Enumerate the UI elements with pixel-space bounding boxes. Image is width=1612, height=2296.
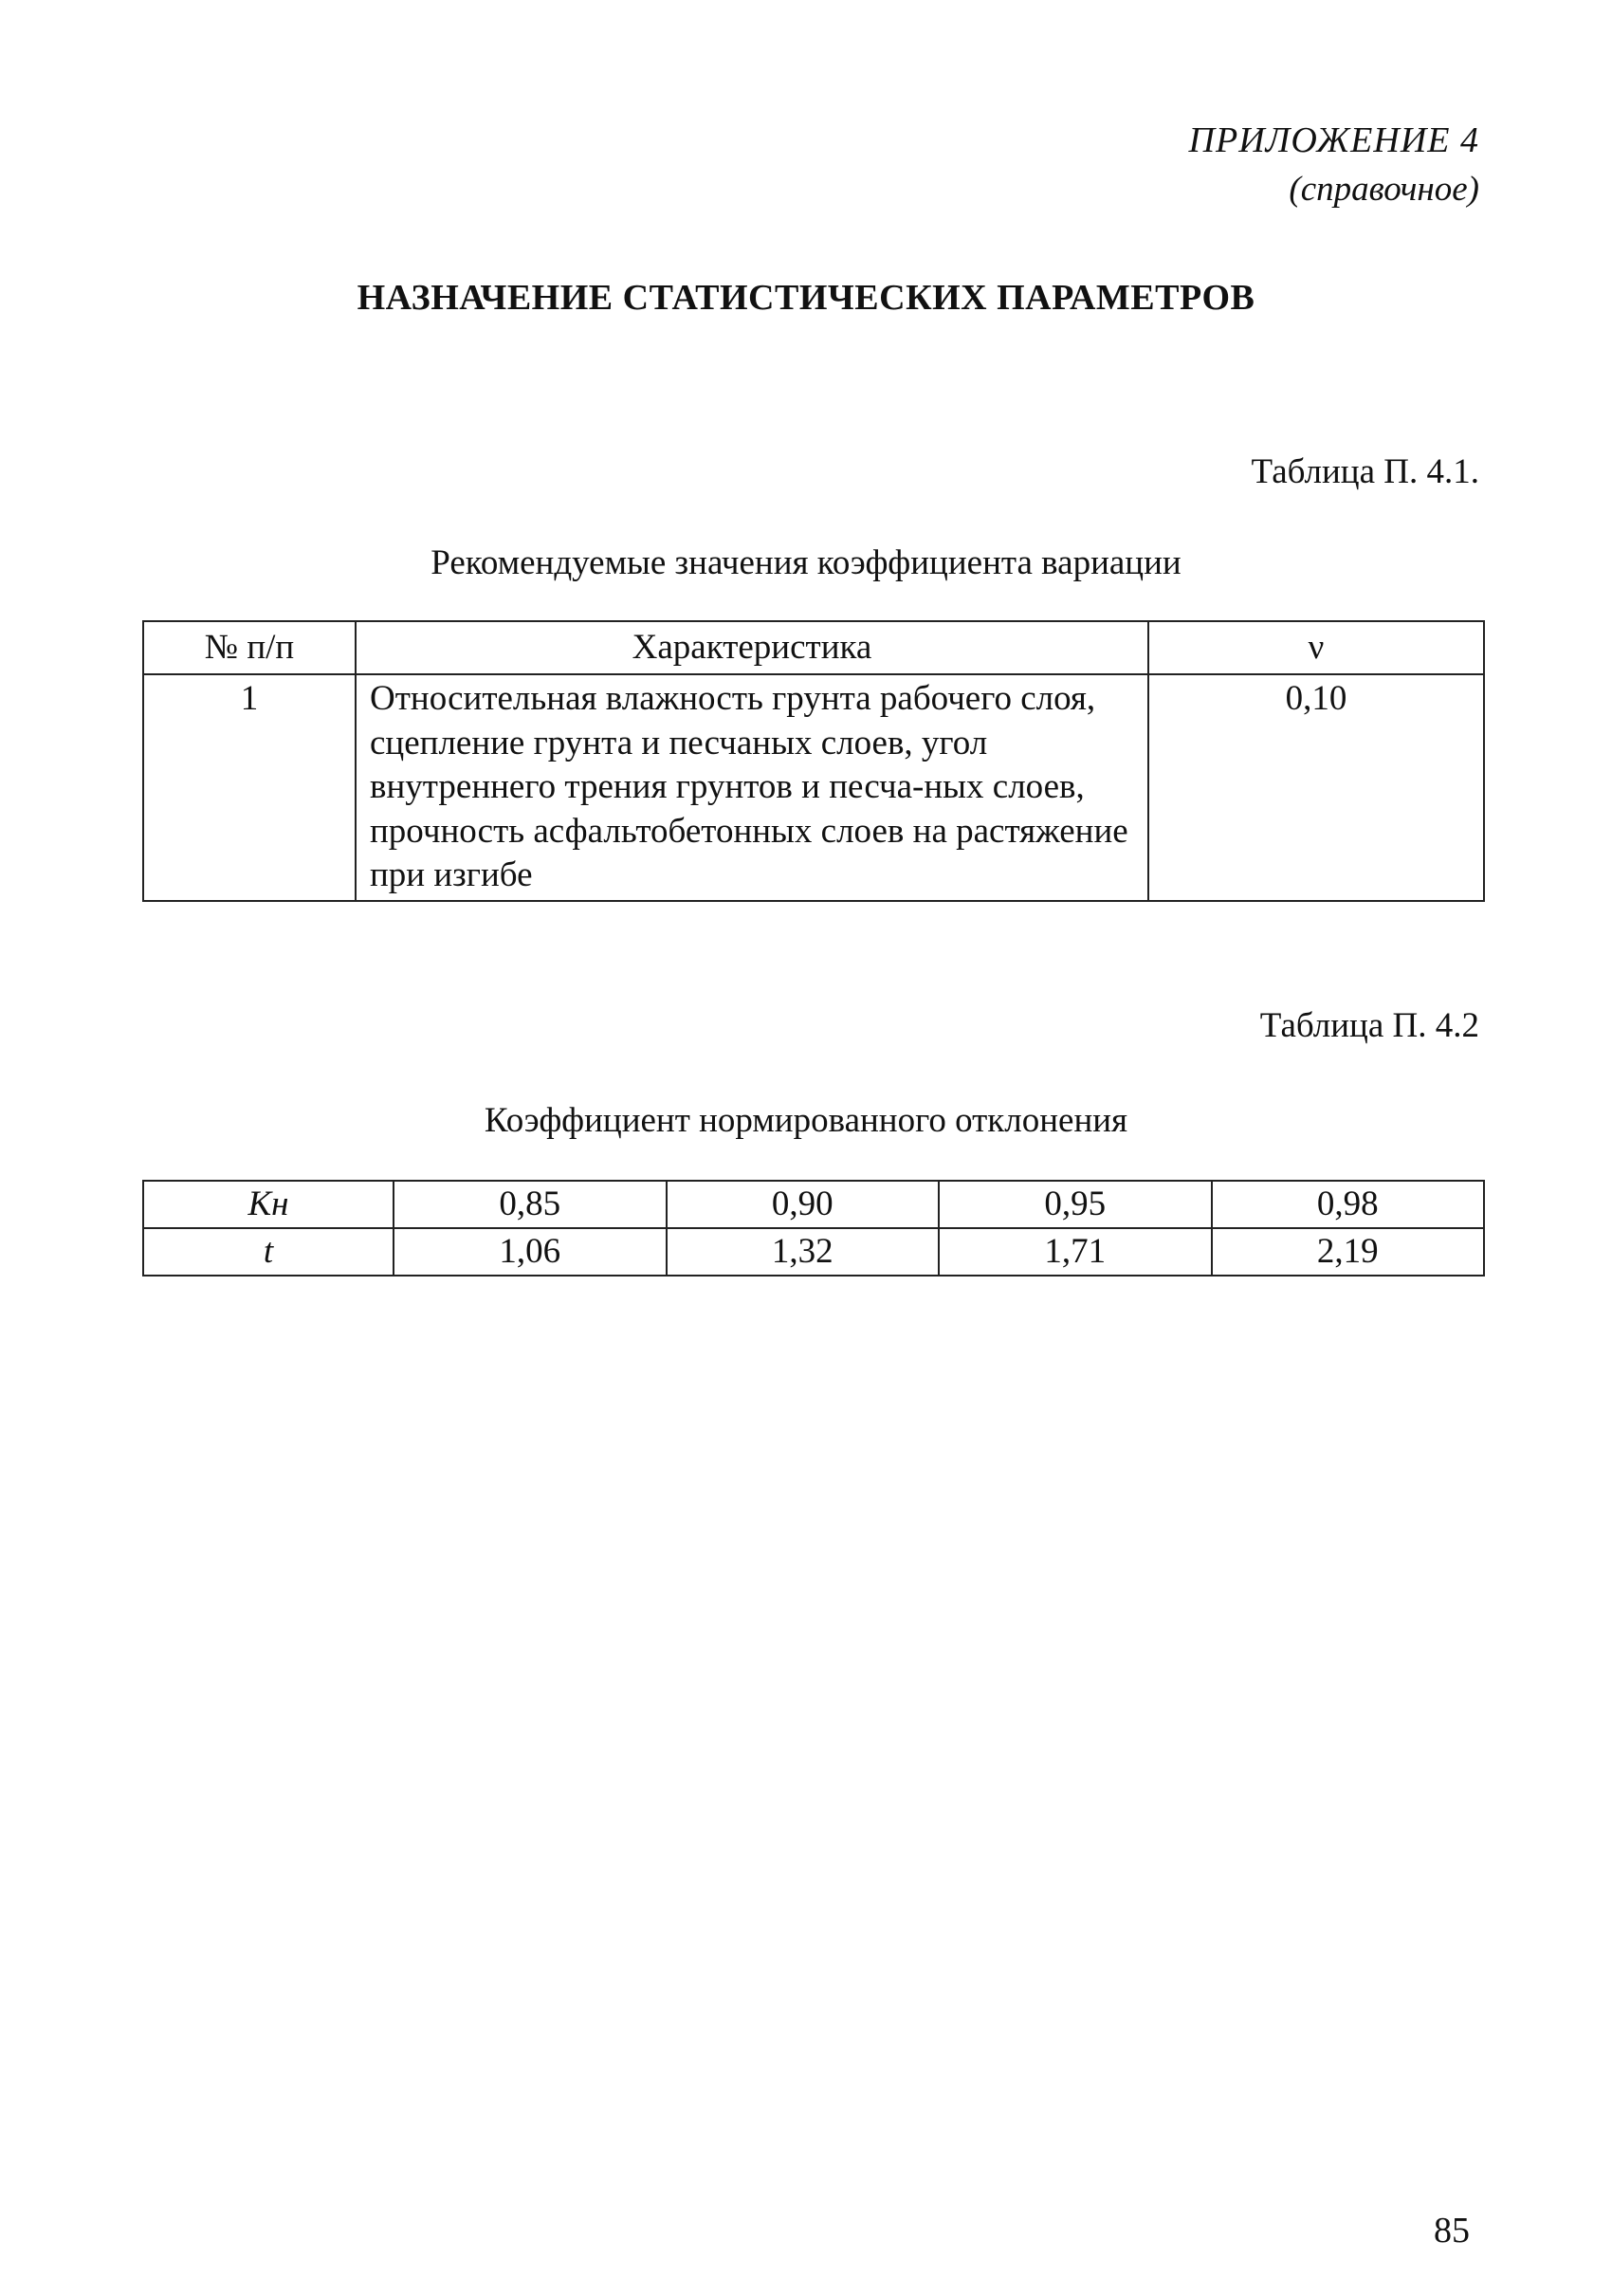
row-label-t: t (143, 1228, 394, 1276)
table-row (143, 1181, 1484, 1228)
table-row (143, 674, 1484, 901)
table-cell: 2,19 (1212, 1228, 1485, 1276)
characteristic-cell: Относительная влажность грунта рабочего слоя, сцепление грунта и песчаных слоев, угол внутреннего трения грунтов и песча-ных слоев, прочность асфальтобетонных слоев на растяжение при изгибе (356, 674, 1148, 901)
table-cell: 0,98 (1212, 1181, 1485, 1228)
column-header-number: № п/п (143, 621, 356, 674)
appendix-title: ПРИЛОЖЕНИЕ 4 (1188, 120, 1479, 160)
table-cell: 1,06 (394, 1228, 667, 1276)
table-header-row (143, 621, 1484, 674)
table-cell: 1,32 (667, 1228, 940, 1276)
column-header-v: ν (1148, 621, 1484, 674)
table-row (143, 1228, 1484, 1276)
table-cell: 0,85 (394, 1181, 667, 1228)
row-number-cell: 1 (143, 674, 356, 901)
table-cell: 0,95 (939, 1181, 1212, 1228)
table-cell: 1,71 (939, 1228, 1212, 1276)
row-label-kn: Kн (143, 1181, 394, 1228)
page-heading: НАЗНАЧЕНИЕ СТАТИСТИЧЕСКИХ ПАРАМЕТРОВ (357, 278, 1255, 318)
table1-number: Таблица П. 4.1. (1251, 452, 1479, 491)
table2-caption: Коэффициент нормированного отклонения (484, 1101, 1128, 1140)
normalized-deviation-table (142, 1180, 1485, 1277)
variation-coefficient-table (142, 620, 1485, 902)
column-header-characteristic: Характеристика (356, 621, 1148, 674)
table2-number: Таблица П. 4.2 (1259, 1006, 1479, 1045)
appendix-subtitle: (справочное) (1289, 170, 1479, 209)
v-value-cell: 0,10 (1148, 674, 1484, 901)
page-number: 85 (1434, 2211, 1470, 2250)
table1-caption: Рекомендуемые значения коэффициента вариации (430, 543, 1182, 582)
table-cell: 0,90 (667, 1181, 940, 1228)
